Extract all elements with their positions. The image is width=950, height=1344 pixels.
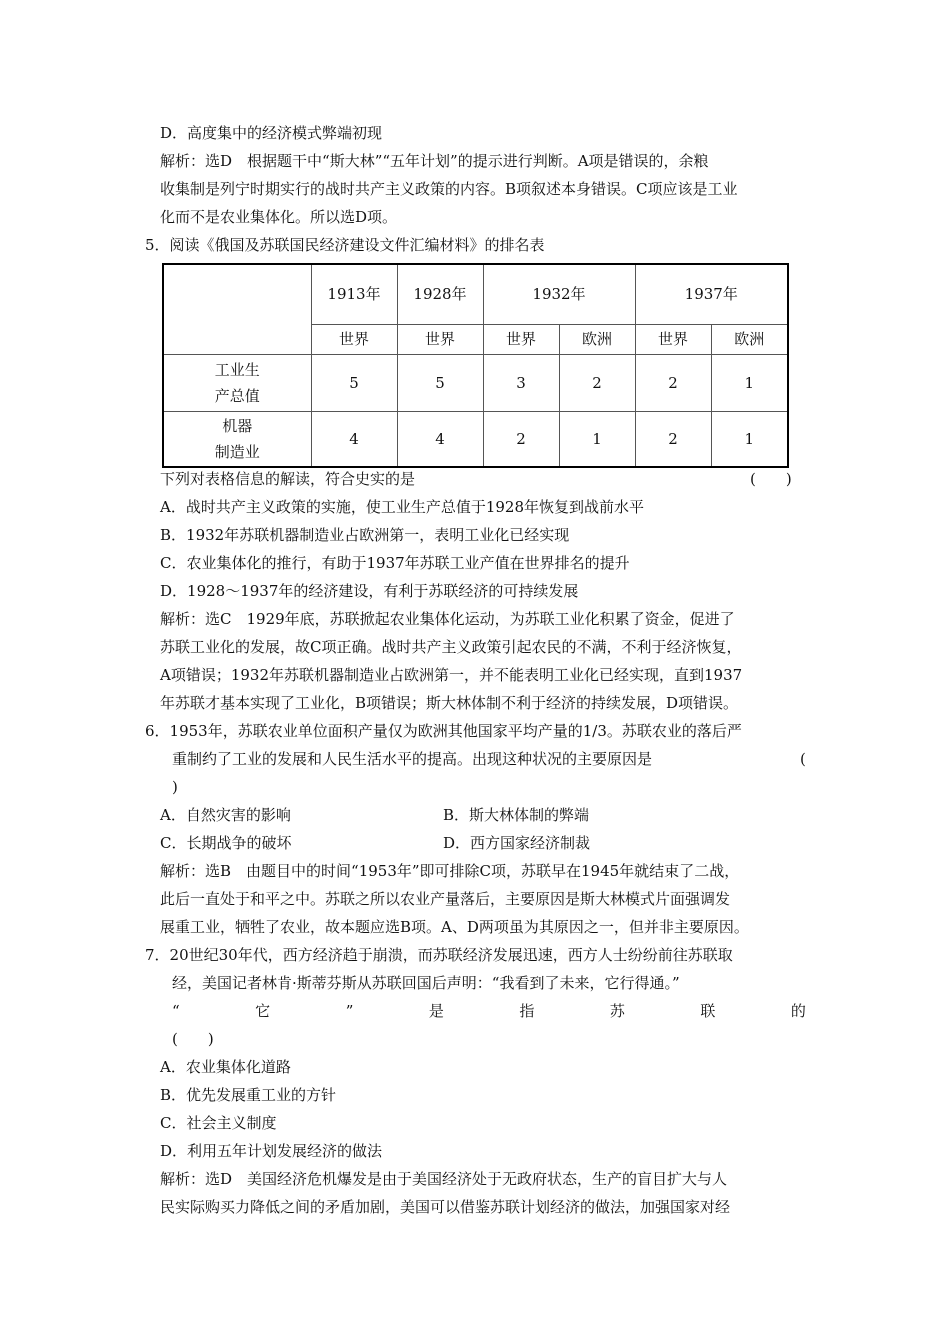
table-year-row [163, 264, 788, 324]
table-cell: 1 [559, 411, 635, 467]
q4-explanation-line-2: 收集制是列宁时期实行的战时共产主义政策的内容。B项叙述本身错误。C项应该是工业 [160, 180, 738, 198]
table-subheader: 世界 [483, 324, 559, 354]
q6-explanation-line-3: 展重工业，牺牲了农业，故本题应选B项。A、D两项虽为其原因之一，但并非主要原因。 [160, 918, 749, 936]
table-cell: 2 [483, 411, 559, 467]
row-label: 机器 制造业 [163, 411, 311, 467]
ranking-table [162, 263, 789, 468]
q5-question: 下列对表格信息的解读，符合史实的是 [160, 470, 416, 488]
table-row [163, 354, 788, 411]
q7-stem-char: “ [172, 1002, 180, 1020]
q7-stem-line-2: 经，美国记者林肯·斯蒂芬斯从苏联回国后声明：“我看到了未来，它行得通。” [172, 974, 680, 992]
q7-option-b: B．优先发展重工业的方针 [160, 1086, 337, 1104]
q5-option-b: B．1932年苏联机器制造业占欧洲第一，表明工业化已经实现 [160, 526, 570, 544]
q6-paren-open: ( [800, 750, 806, 768]
table-cell: 3 [483, 354, 559, 411]
q6-option-b: B．斯大林体制的弊端 [443, 806, 590, 824]
q7-stem-char: 的 [790, 1002, 806, 1020]
q5-answer-paren: ( ) [750, 470, 792, 488]
q7-explanation-line-2: 民实际购买力降低之间的矛盾加剧，美国可以借鉴苏联计划经济的做法，加强国家对经 [160, 1198, 731, 1216]
q7-stem-char: 是 [428, 1002, 444, 1020]
q5-explanation-line-2: 苏联工业化的发展，故C项正确。战时共产主义政策引起农民的不满，不利于经济恢复， [160, 638, 742, 656]
q6-explanation-line-2: 此后一直处于和平之中。苏联之所以农业产量落后，主要原因是斯大林模式片面强调发 [160, 890, 731, 908]
q7-option-c: C．社会主义制度 [160, 1114, 277, 1132]
q4-explanation-line-1: 解析：选D 根据题干中“斯大林”“五年计划”的提示进行判断。A项是错误的，余粮 [160, 152, 709, 170]
q7-explanation-line-1: 解析：选D 美国经济危机爆发是由于美国经济处于无政府状态，生产的盲目扩大与人 [160, 1170, 728, 1188]
q6-option-c: C．长期战争的破坏 [160, 834, 292, 852]
q4-explanation-line-3: 化而不是农业集体化。所以选D项。 [160, 208, 398, 226]
row-label: 工业生 产总值 [163, 354, 311, 411]
q5-explanation-line-1: 解析：选C 1929年底，苏联掀起农业集体化运动，为苏联工业化积累了资金，促进了 [160, 610, 735, 628]
table-subheader: 欧洲 [711, 324, 788, 354]
table-subheader: 欧洲 [559, 324, 635, 354]
q7-stem-char: 联 [700, 1002, 716, 1020]
table-cell: 2 [635, 354, 711, 411]
table-year-header: 1913年 [311, 264, 397, 324]
q7-stem-char: ” [345, 1002, 354, 1020]
q6-stem-line-1: 6．1953年，苏联农业单位面积产量仅为欧洲其他国家平均产量的1/3。苏联农业的落后严 [145, 722, 742, 740]
q6-paren-close: ) [172, 778, 178, 796]
q6-option-d: D．西方国家经济制裁 [443, 834, 591, 852]
table-year-header: 1928年 [397, 264, 483, 324]
table-cell: 2 [635, 411, 711, 467]
q7-stem-char: 它 [255, 1002, 271, 1020]
q7-stem-line-1: 7．20世纪30年代，西方经济趋于崩溃，而苏联经济发展迅速，西方人士纷纷前往苏联取 [145, 946, 733, 964]
table-cell: 1 [711, 411, 788, 467]
table-cell: 5 [311, 354, 397, 411]
table-cell: 5 [397, 354, 483, 411]
table-year-header: 1932年 [483, 264, 635, 324]
q4-option-d: D．高度集中的经济模式弊端初现 [160, 124, 383, 142]
table-corner-cell [163, 264, 311, 354]
q7-option-d: D．利用五年计划发展经济的做法 [160, 1142, 383, 1160]
table-cell: 4 [311, 411, 397, 467]
table-subheader: 世界 [635, 324, 711, 354]
table-subheader: 世界 [311, 324, 397, 354]
q5-option-c: C．农业集体化的推行，有助于1937年苏联工业产值在世界排名的提升 [160, 554, 630, 572]
table-row [163, 411, 788, 467]
q5-option-a: A．战时共产主义政策的实施，使工业生产总值于1928年恢复到战前水平 [160, 498, 645, 516]
q7-option-a: A．农业集体化道路 [160, 1058, 291, 1076]
table-cell: 4 [397, 411, 483, 467]
q6-stem-line-2: 重制约了工业的发展和人民生活水平的提高。出现这种状况的主要原因是 [172, 750, 653, 768]
q7-stem-line-3 [172, 1001, 806, 1021]
q5-explanation-line-3: A项错误；1932年苏联机器制造业占欧洲第一，并不能表明工业化已经实现，直到1937 [160, 666, 743, 684]
q6-explanation-line-1: 解析：选B 由题目中的时间“1953年”即可排除C项，苏联早在1945年就结束了二战， [160, 862, 740, 880]
table-cell: 1 [711, 354, 788, 411]
q6-option-a: A．自然灾害的影响 [160, 806, 291, 824]
q5-explanation-line-4: 年苏联才基本实现了工业化，B项错误；斯大林体制不利于经济的持续发展，D项错误。 [160, 694, 739, 712]
q7-stem-char: 苏 [609, 1002, 625, 1020]
q5-stem: 5．阅读《俄国及苏联国民经济建设文件汇编材料》的排名表 [145, 236, 545, 254]
q7-stem-char: 指 [519, 1002, 535, 1020]
q5-option-d: D．1928～1937年的经济建设，有利于苏联经济的可持续发展 [160, 582, 579, 600]
table-cell: 2 [559, 354, 635, 411]
table-subheader: 世界 [397, 324, 483, 354]
q7-answer-paren: ( ) [172, 1030, 214, 1048]
table-year-header: 1937年 [635, 264, 788, 324]
